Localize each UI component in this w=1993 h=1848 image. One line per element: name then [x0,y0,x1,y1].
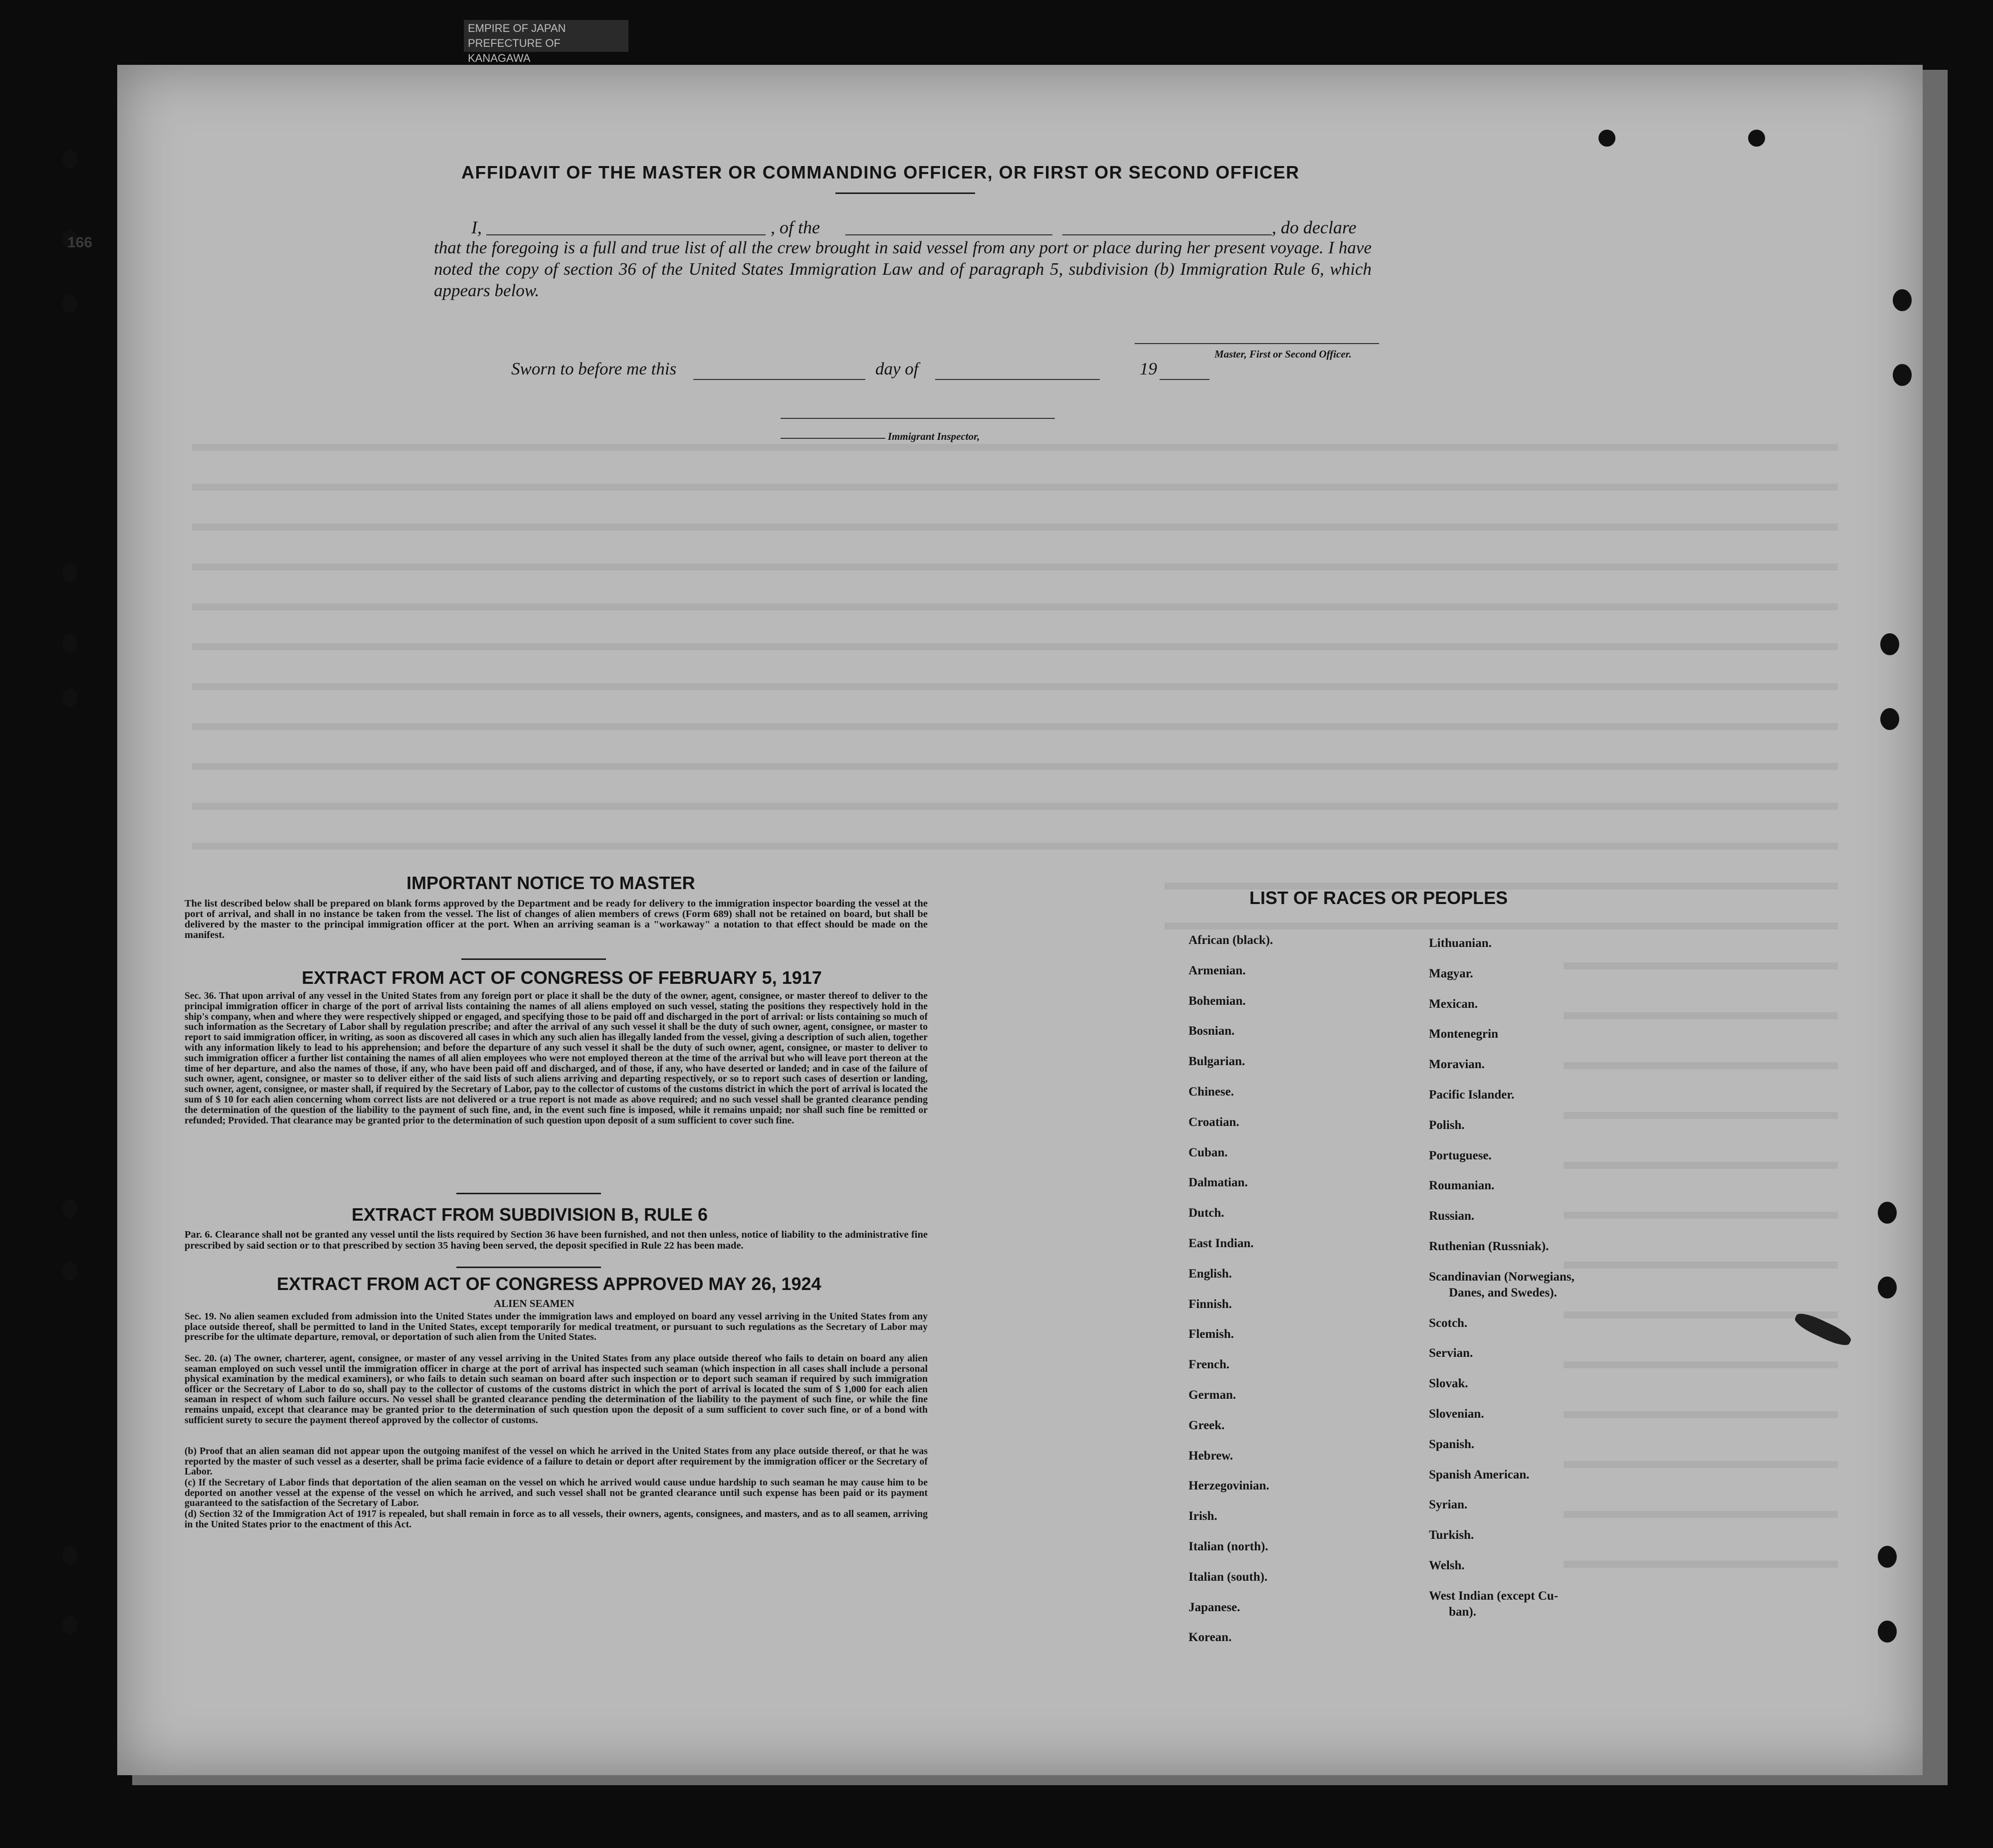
inspector-caption: Immigrant Inspector, [888,430,980,442]
race-item: Portuguese. [1429,1148,1492,1162]
race-item: Syrian. [1429,1498,1468,1512]
sworn-label: Sworn to before me this [511,359,677,378]
races-title: LIST OF RACES OR PEOPLES [1249,888,1508,908]
title-underline [835,192,975,194]
race-item: Herzegovinian. [1189,1479,1269,1493]
extract-1924-sec20a: Sec. 20. (a) The owner, charterer, agent, consignee, or master of any vessel arriving in the United States from any place outside thereof who fails to detain on board any alien seaman employed on such vessel until the immigration officer in charge at the port of arrival has inspected such seaman (which inspection in all cases shall include a personal physical examination by the medical examiners), or who fails to detain such seaman on board after such inspection or to deport such seaman if required by such immigration officer or the Secretary of Labor to do so, shall pay to the collector of customs of the customs district in which the port of arrival is located the sum of $ 1,000 for each alien seaman in respect of whom such failure occurs. No vessel shall be granted clearance pending the determination of the liability to the payment of such fine, or while the fine remains unpaid, except that clearance may be granted prior to the determination of such question upon the deposit of a sum sufficient to cover such fine, or of a bond with sufficient surety to secure the payment thereof approved by the collector of customs. [185,1353,928,1426]
sworn-year-blank [1160,379,1209,380]
extract-1917-title: EXTRACT FROM ACT OF CONGRESS OF FEBRUARY 5, 1917 [302,967,822,988]
race-item: African (black). [1189,933,1273,947]
race-item: English. [1189,1267,1232,1281]
race-item: Bulgarian. [1189,1055,1245,1069]
margin-number: 166 [67,234,93,251]
notice-divider [461,958,606,960]
extract-1924-sec20d: (d) Section 32 of the Immigration Act of 1917 is repealed, but shall remain in force as to all vessels, their owners, agents, consignees, and masters, and as to all seamen, arriving in the United States prior to the enactment of this Act. [185,1508,928,1530]
race-item: Turkish. [1429,1528,1474,1542]
race-item: Croatian. [1189,1115,1239,1129]
punch-hole [1878,1546,1897,1568]
extract-rule6-title: EXTRACT FROM SUBDIVISION B, RULE 6 [352,1204,708,1225]
inspector-signature-line [781,418,1055,419]
race-item: Bohemian. [1189,994,1246,1008]
sworn-day-blank [693,379,865,380]
race-item: Moravian. [1429,1058,1485,1072]
rank-blank [845,234,1052,235]
race-item: Lithuanian. [1429,936,1492,950]
punch-hole [62,1616,77,1635]
extract-1917-divider [456,1193,601,1194]
race-item: Italian (north). [1189,1540,1268,1553]
punch-hole [62,688,77,707]
extract-rule6-divider [456,1267,601,1268]
race-item: Danes, and Swedes). [1449,1286,1557,1299]
race-item: Pacific Islander. [1429,1088,1515,1102]
race-item: Montenegrin [1429,1027,1498,1041]
sworn-year-prefix: 19 [1140,359,1157,378]
punch-hole [1878,1621,1897,1643]
race-item: Hebrew. [1189,1449,1233,1463]
race-item: East Indian. [1189,1237,1254,1250]
vessel-blank [1062,234,1272,235]
race-item: Spanish American. [1429,1468,1530,1481]
punch-hole [1748,130,1765,147]
race-item: Irish. [1189,1509,1217,1523]
extract-1924-sec20b: (b) Proof that an alien seaman did not appear upon the outgoing manifest of the vessel on which he arrived in the United States from any place outside thereof, or that he was reported by the master of such vessel as a deserter, shall be prima facie evidence of a failure to detain or deport after requirement by the immigration officer or the Secretary of Labor. [185,1446,928,1478]
punch-hole [62,563,77,582]
extract-1917-body: Sec. 36. That upon arrival of any vessel in the United States from any foreign port or place it shall be the duty of the owner, agent, consignee, or master thereof to deliver to the principal immigration officer in charge of the port of arrival lists containing the names of all aliens employed on such vessel, stating the positions they respectively hold in the ship's company, when and where they were respectively shipped or engaged, and specifying those to be paid off and discharged in the port of arrival: or lists containing so much of such information as the Secretary of Labor shall by regulation prescribe; and after the arrival of any such vessel it shall be the duty of such owner, agent, consignee, or master to report to said immigration officer, in writing, as soon as discovered all cases in which any such alien has illegally landed from the vessel, giving a description of such alien, together with any information likely to lead to his apprehension; and before the departure of any such vessel it shall be the duty of such owner, agent, consignee, or master to deliver to such immigration officer a further list containing the names of all alien employees who were not employed thereon at the time of the arrival but who will leave port thereon at the time of her departure, and also the names of those, if any, who have been paid off and discharged, and of those, if any, who have deserted or landed; and in case of the failure of such owner, agent, consignee, or master so to deliver either of the said lists of such aliens arriving and departing respectively, or so to report such cases of desertion or landing, such owner, agent, consignee, or master shall, if required by the Secretary of Labor, pay to the collector of customs of the customs district in which the port of arrival is located the sum of $ 10 for each alien concerning whom correct lists are not delivered or a true report is not made as above required; and no such vessel shall be granted clearance pending the determination of the question of the liability to the payment of such fine, and, in the event such fine is imposed, while it remains unpaid; nor shall such fine be remitted or refunded; Provided. That clearance may be granted prior to the determination of such question upon deposit of a sum sufficient to cover such fine. [185,991,928,1126]
race-item: Slovenian. [1429,1407,1484,1421]
punch-hole [1893,364,1912,386]
race-item: West Indian (except Cu- [1429,1589,1559,1603]
punch-hole [62,150,77,169]
officer-signature-caption: Master, First or Second Officer. [1214,348,1352,360]
race-item: Ruthenian (Russniak). [1429,1240,1549,1253]
declaration-do-declare: , do declare [1272,217,1357,237]
race-item: German. [1189,1388,1236,1402]
race-item: Scotch. [1429,1316,1468,1330]
race-item: Slovak. [1429,1377,1468,1391]
punch-hole [1878,1277,1897,1298]
extract-1924-sec19: Sec. 19. No alien seamen excluded from admission into the United States under the immigration laws and employed on board any vessel arriving in the United States from any place outside thereof, shall be permitted to land in the United States, except temporarily for medical treatment, or pursuant to such regulations as the Secretary of Labor may prescribe for the ultimate departure, removal, or deportation of such alien from the United States. [185,1311,928,1343]
inspector-name-line [781,438,885,439]
sworn-day-of: day of [875,359,919,378]
race-item: Finnish. [1189,1297,1232,1311]
sworn-month-blank [935,379,1100,380]
punch-hole [62,633,77,652]
race-item: Cuban. [1189,1145,1228,1159]
stamp-line-2: PREFECTURE OF KANAGAWA [468,37,561,64]
declaration-body: that the foregoing is a full and true list of all the crew brought in said vessel from any port or place during her present voyage. I have noted the copy of section 36 of the United States Immigration Law and of paragraph 5, subdivision (b) Immigration Rule 6, which appears below. [434,238,1372,300]
extract-rule6-body: Par. 6. Clearance shall not be granted any vessel until the lists required by Section 36 have been furnished, and not then unless, notice of liability to the administrative fine prescribed by said section or to that prescribed by section 35 having been served, the deposit specified in Rule 22 has been made. [185,1229,928,1251]
declaration-of-the: , of the [771,217,820,237]
race-item: Japanese. [1189,1600,1240,1614]
punch-hole [1878,1202,1897,1224]
race-item: Mexican. [1429,997,1478,1011]
race-item: Magyar. [1429,966,1473,980]
extract-1924-sec20c: (c) If the Secretary of Labor finds that deportation of the alien seaman on the vessel on which he arrived would cause undue hardship to such seaman he may cause him to be deported on another vessel at the expense of the vessel on which he arrived, and such vessel shall not be granted clearance until such expense has been paid or its payment guaranteed to the satisfaction of the Secretary of Labor. [185,1477,928,1509]
race-item: Chinese. [1189,1085,1234,1099]
declaration-i: I, [471,217,482,237]
race-item: French. [1189,1358,1230,1372]
race-item: Armenian. [1189,963,1246,977]
stamp-line-1: EMPIRE OF JAPAN [468,22,566,34]
race-item: Korean. [1189,1631,1232,1645]
punch-hole [1880,708,1899,730]
punch-hole [1893,289,1912,311]
notice-title: IMPORTANT NOTICE TO MASTER [406,873,695,893]
punch-hole [62,1262,77,1281]
race-item: Dalmatian. [1189,1176,1248,1190]
extract-1924-title: EXTRACT FROM ACT OF CONGRESS APPROVED MAY 26, 1924 [277,1274,821,1294]
punch-hole [1598,130,1615,147]
officer-signature-line [1135,343,1379,344]
race-item: Spanish. [1429,1437,1475,1451]
race-item: Polish. [1429,1118,1465,1132]
race-item: Scandinavian (Norwegians, [1429,1270,1575,1284]
manifest-page [67,65,1923,1775]
race-item: Greek. [1189,1418,1225,1432]
punch-hole [1880,633,1899,655]
race-item: Italian (south). [1189,1570,1268,1584]
extract-1924-subtitle: ALIEN SEAMEN [494,1297,575,1309]
prefecture-stamp [464,20,628,64]
race-item: Bosnian. [1189,1024,1235,1038]
punch-hole [62,1546,77,1565]
race-item: Servian. [1429,1346,1473,1360]
race-item: Dutch. [1189,1206,1224,1220]
race-item: Roumanian. [1429,1179,1495,1193]
affidavit-title: AFFIDAVIT OF THE MASTER OR COMMANDING OFFICER, OR FIRST OR SECOND OFFICER [461,162,1300,183]
notice-body: The list described below shall be prepared on blank forms approved by the Department and be ready for delivery to the immigration inspector boarding the vessel at the port of arrival, and shall in no instance be taken from the vessel. The list of changes of alien members of crews (Form 689) shall not be retained on board, but shall be delivered by the master to the principal immigration officer at the port. When an arriving seaman is a "workaway" a notation to that effect should be made on the manifest. [185,898,928,940]
race-item: Welsh. [1429,1559,1465,1572]
punch-hole [62,1199,77,1218]
punch-hole [62,294,77,313]
race-item: Flemish. [1189,1327,1234,1341]
name-blank [486,234,766,235]
race-item: Russian. [1429,1209,1475,1223]
race-item: ban). [1449,1605,1476,1619]
